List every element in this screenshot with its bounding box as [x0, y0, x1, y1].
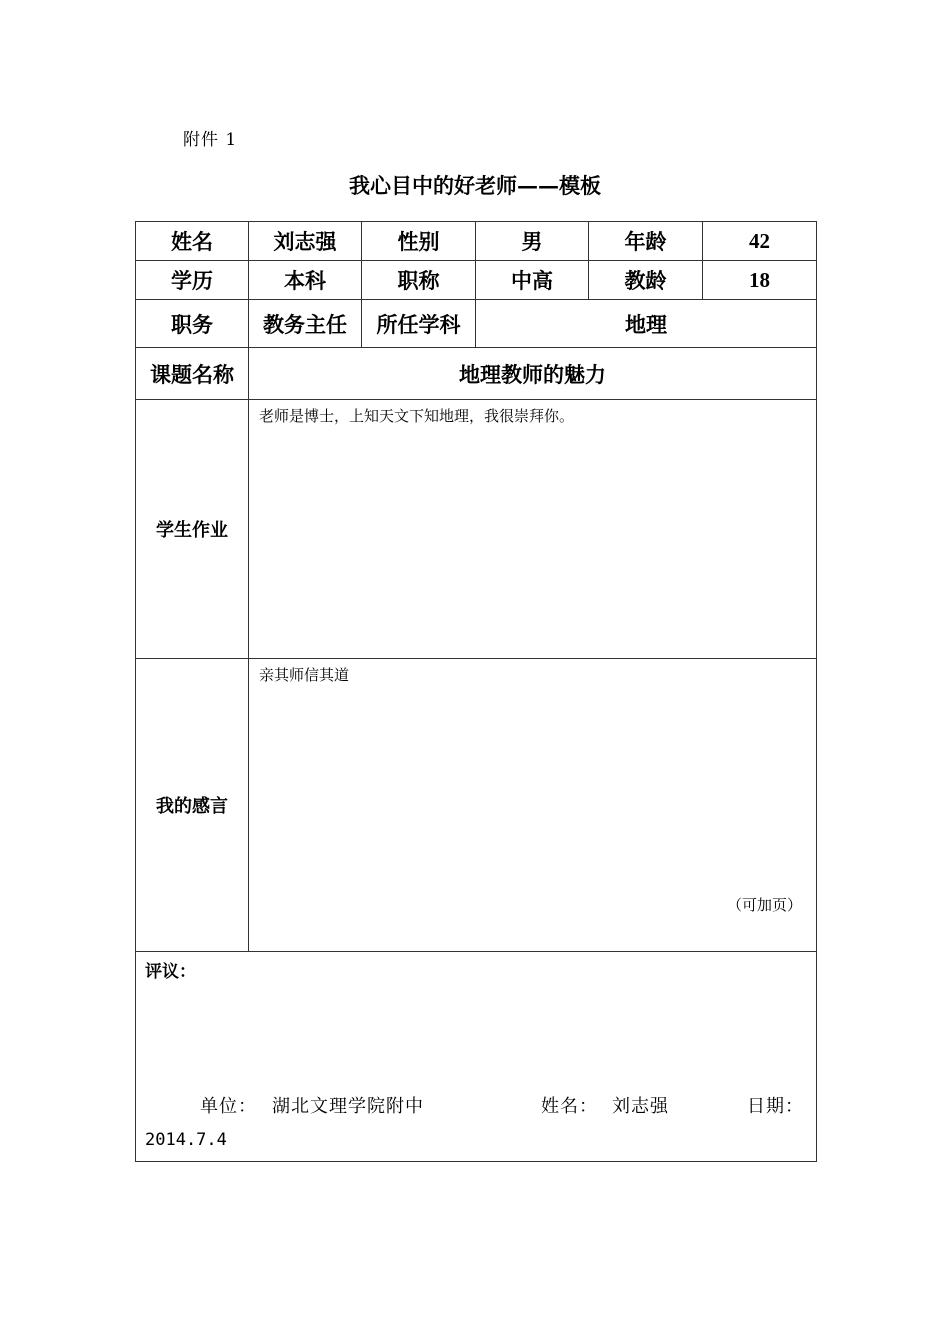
- reflection-cell: [249, 659, 817, 952]
- comment-label: 评议：: [145, 962, 196, 982]
- teacher-form-table: [135, 221, 817, 1162]
- age-value: 42: [703, 222, 817, 261]
- reflection-text: 亲其师信其道: [259, 666, 350, 684]
- subject-value: 地理: [476, 300, 817, 348]
- table-row: [136, 222, 817, 261]
- teaching-years-value: 18: [703, 261, 817, 300]
- education-value: 本科: [249, 261, 362, 300]
- student-work-cell: [249, 400, 817, 659]
- reflection-label: 我的感言: [136, 659, 249, 952]
- unit-label: 单位：: [200, 1096, 257, 1117]
- page-title: 我心目中的好老师——模板: [349, 173, 601, 198]
- table-row: [136, 659, 817, 952]
- comment-cell: [136, 952, 817, 1162]
- attachment-label: 附件 1: [183, 130, 238, 150]
- gender-value: 男: [476, 222, 589, 261]
- signer-name-label: 姓名：: [541, 1096, 598, 1117]
- name-label: 姓名: [136, 222, 249, 261]
- signer-name-value: 刘志强: [612, 1096, 669, 1117]
- table-row: [136, 952, 817, 1162]
- subject-label: 所任学科: [362, 300, 476, 348]
- teaching-years-label: 教龄: [589, 261, 703, 300]
- topic-value: 地理教师的魅力: [249, 348, 817, 400]
- student-work-text: 老师是博士，上知天文下知地理，我很崇拜你。: [259, 407, 575, 425]
- unit-value: 湖北文理学院附中: [272, 1096, 424, 1117]
- professional-title-label: 职称: [362, 261, 476, 300]
- date-label: 日期：: [747, 1096, 804, 1117]
- age-label: 年龄: [589, 222, 703, 261]
- date-value: 2014.7.4: [145, 1130, 227, 1150]
- student-work-label: 学生作业: [136, 400, 249, 659]
- table-row: [136, 300, 817, 348]
- professional-title-value: 中高: [476, 261, 589, 300]
- position-value: 教务主任: [249, 300, 362, 348]
- add-page-note: （可加页）: [726, 896, 802, 914]
- gender-label: 性别: [362, 222, 476, 261]
- table-row: [136, 348, 817, 400]
- position-label: 职务: [136, 300, 249, 348]
- education-label: 学历: [136, 261, 249, 300]
- table-row: [136, 261, 817, 300]
- name-value: 刘志强: [249, 222, 362, 261]
- topic-label: 课题名称: [136, 348, 249, 400]
- table-row: [136, 400, 817, 659]
